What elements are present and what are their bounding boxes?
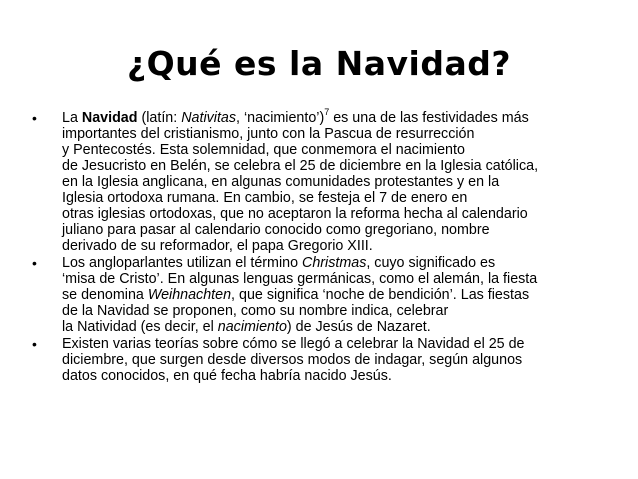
text-run: Iglesia ortodoxa rumana. En cambio, se festeja el 7 de enero en [62, 190, 468, 206]
text-run: ) de Jesús de Nazaret. [286, 319, 431, 335]
italic-text: Christmas [302, 255, 367, 271]
text-run: , ‘nacimiento’) [236, 110, 325, 126]
text-run: Existen varias teorías sobre cómo se llegó a celebrar la Navidad el 25 de [62, 336, 525, 352]
paragraph-line [62, 336, 630, 352]
paragraph-line [62, 107, 630, 126]
paragraph-line [62, 352, 630, 368]
paragraph-line [62, 174, 630, 190]
paragraph-line [62, 287, 630, 303]
paragraph-line [62, 319, 630, 335]
paragraph-line [62, 238, 630, 254]
text-run: de Jesucristo en Belén, se celebra el 25 de diciembre en la Iglesia católica, [62, 158, 539, 174]
italic-text: Weihnachten [147, 287, 232, 303]
text-run: , que significa ‘noche de bendición’. Las fiestas [231, 287, 530, 303]
bullet-marker: • [32, 255, 37, 271]
bullet-item [30, 107, 630, 254]
paragraph-line [62, 222, 630, 238]
bullet-item [30, 336, 630, 384]
text-run: diciembre, que surgen desde diversos modos de indagar, según algunos [62, 352, 523, 368]
text-run: , cuyo significado es [366, 255, 496, 271]
text-run: y Pentecostés. Esta solemnidad, que conmemora el nacimiento [62, 142, 465, 158]
bullet-marker: • [32, 110, 37, 126]
text-run: (latín: [137, 110, 182, 126]
text-run: derivado de su reformador, el papa Gregorio XIII. [62, 238, 373, 254]
paragraph-line [62, 271, 630, 287]
bullet-list [30, 107, 630, 385]
paragraph-line [62, 206, 630, 222]
paragraph-line [62, 368, 630, 384]
bullet-item [30, 255, 630, 335]
text-run: otras iglesias ortodoxas, que no aceptaron la reforma hecha al calendario [62, 206, 528, 222]
paragraph-line [62, 158, 630, 174]
slide-title: ¿Qué es la Navidad? [126, 44, 511, 83]
text-run: la Natividad (es decir, el [62, 319, 218, 335]
bullet-marker: • [32, 336, 37, 352]
paragraph-line [62, 190, 630, 206]
paragraph-line [62, 142, 630, 158]
paragraph-line [62, 303, 630, 319]
text-run: se denomina [62, 287, 148, 303]
text-run: juliano para pasar al calendario conocido como gregoriano, nombre [62, 222, 490, 238]
italic-text: Nativitas [181, 110, 237, 126]
bold-text: Navidad [81, 110, 138, 126]
text-run: en la Iglesia anglicana, en algunas comunidades protestantes y en la [62, 174, 500, 190]
italic-text: nacimiento [217, 319, 287, 335]
paragraph-line [62, 255, 630, 271]
text-run: de la Navidad se proponen, como su nombre indica, celebrar [62, 303, 449, 319]
text-run: La [62, 110, 82, 126]
citation-superscript: 7 [324, 107, 330, 118]
text-run: Los angloparlantes utilizan el término [62, 255, 303, 271]
paragraph-line [62, 126, 630, 142]
text-run: datos conocidos, en qué fecha habría nacido Jesús. [62, 368, 392, 384]
text-run: es una de las festividades más [329, 110, 529, 126]
text-run: importantes del cristianismo, junto con la Pascua de resurrección [62, 126, 475, 142]
text-run: ‘misa de Cristo’. En algunas lenguas germánicas, como el alemán, la fiesta [62, 271, 538, 287]
